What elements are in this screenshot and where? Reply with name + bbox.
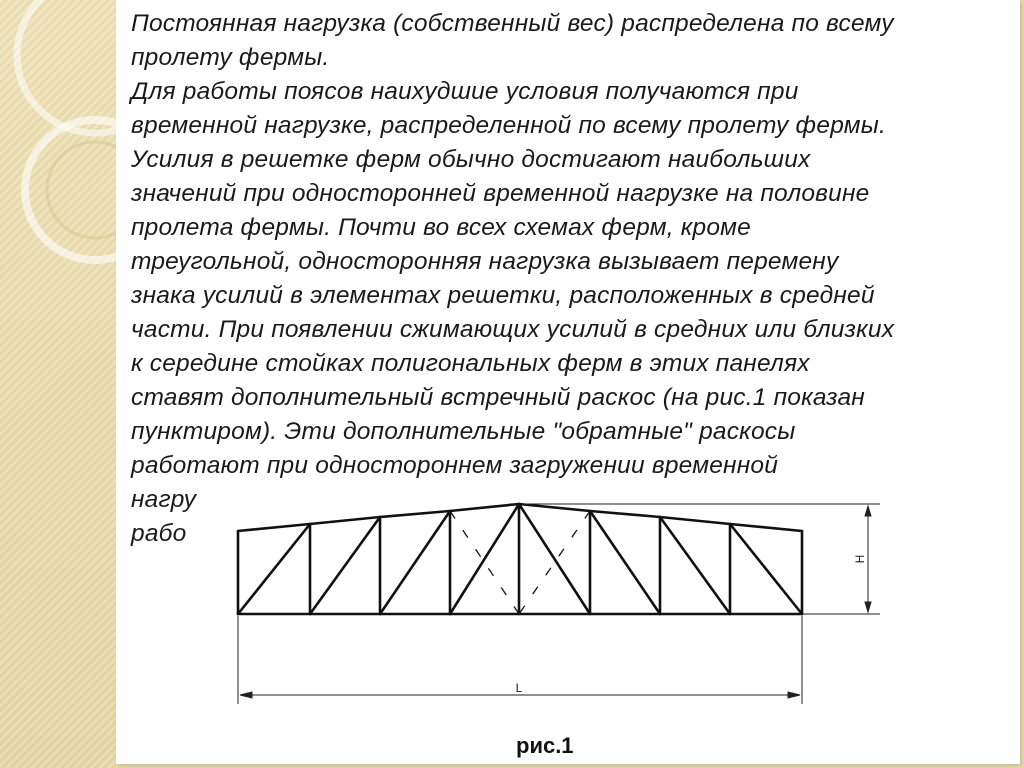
text-line: треугольной, односторонняя нагрузка вызывает перемену xyxy=(131,248,839,275)
text-line: ставят дополнительный встречный раскос (на рис.1 показан xyxy=(131,384,865,411)
text-line: пунктиром). Эти дополнительные "обратные" раскосы xyxy=(131,418,796,445)
text-line: знака усилий в элементах решетки, расположенных в средней xyxy=(131,282,875,309)
text-line: работают при одностороннем загружении временной xyxy=(131,452,779,479)
text-line: части. При появлении сжимающих усилий в средних или близких xyxy=(131,316,895,343)
text-line: нагру xyxy=(131,486,197,513)
span-label: L xyxy=(515,681,523,695)
text-line: Для работы поясов наихудшие условия получаются при xyxy=(131,78,799,105)
text-line: значений при односторонней временной нагрузке на половине xyxy=(131,180,870,207)
text-line: временной нагрузке, распределенной по всему пролету фермы. xyxy=(131,112,887,139)
text-line: пролета фермы. Почти во всех схемах ферм, кроме xyxy=(131,214,751,241)
text-line: Постоянная нагрузка (собственный вес) распределена по всему xyxy=(131,10,894,37)
text-line: Усилия в решетке ферм обычно достигают наибольших xyxy=(131,146,811,173)
text-line: к середине стойках полигональных ферм в этих панелях xyxy=(131,350,810,377)
height-label: H xyxy=(853,554,867,564)
figure-caption: рис.1 xyxy=(516,733,574,758)
text-line: рабо xyxy=(131,520,187,547)
text-line: пролету фермы. xyxy=(131,44,330,71)
